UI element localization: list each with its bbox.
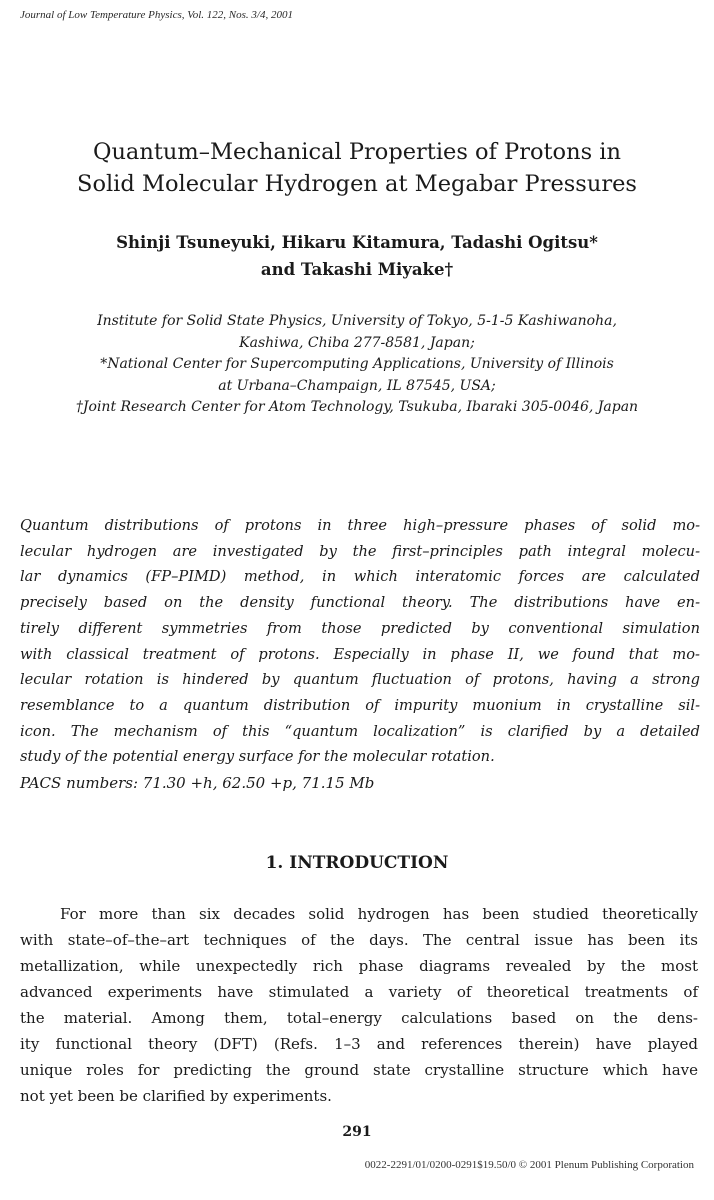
abstract-line: tirely different symmetries from those predicted by conventional simulation: [20, 619, 700, 637]
affiliation-line: Institute for Solid State Physics, University of Tokyo, 5-1-5 Kashiwanoha,: [97, 313, 617, 329]
paragraph-line: with state–of–the–art techniques of the days. The central issue has been its: [20, 931, 698, 949]
affiliation-line: at Urbana–Champaign, IL 87545, USA;: [218, 377, 496, 394]
paragraph-line: ity functional theory (DFT) (Refs. 1–3 and references therein) have played: [20, 1035, 698, 1053]
paragraph-line: For more than six decades solid hydrogen has been studied theoretically: [60, 905, 698, 923]
abstract-line: Quantum distributions of protons in three high–pressure phases of solid mo-: [20, 517, 700, 534]
abstract-line: with classical treatment of protons. Especially in phase II, we found that mo-: [20, 645, 700, 663]
abstract-line: lecular hydrogen are investigated by the first–principles path integral molecu-: [20, 542, 700, 560]
section-heading: 1. INTRODUCTION: [265, 853, 449, 873]
author-line: and Takashi Miyake†: [260, 260, 454, 279]
author-list: [0, 229, 714, 283]
affiliations: [0, 311, 714, 419]
abstract-line: study of the potential energy surface for the molecular rotation.: [20, 748, 495, 766]
paragraph-line: advanced experiments have stimulated a variety of theoretical treatments of: [20, 983, 698, 1001]
abstract-line: icon. The mechanism of this “quantum localization” is clarified by a detailed: [20, 722, 700, 740]
journal-header: Journal of Low Temperature Physics, Vol. 122, Nos. 3/4, 2001: [20, 9, 293, 21]
title-line: Solid Molecular Hydrogen at Megabar Pressures: [77, 171, 637, 197]
paper-title: [0, 136, 714, 200]
introduction-paragraph: [20, 901, 698, 1109]
paragraph-line: metallization, while unexpectedly rich phase diagrams revealed by the most: [20, 957, 698, 975]
pacs-numbers: PACS numbers: 71.30 +h, 62.50 +p, 71.15 Mb: [20, 774, 375, 792]
abstract-line: resemblance to a quantum distribution of impurity muonium in crystalline sil-: [20, 696, 700, 714]
author-line: Shinji Tsuneyuki, Hikaru Kitamura, Tadashi Ogitsu*: [116, 233, 598, 252]
affiliation-line: *National Center for Supercomputing Applications, University of Illinois: [100, 356, 614, 372]
paragraph-line: not yet been be clarified by experiments.: [20, 1087, 332, 1105]
abstract-line: lecular rotation is hindered by quantum fluctuation of protons, having a strong: [20, 671, 700, 689]
abstract-line: precisely based on the density functional theory. The distributions have en-: [20, 594, 700, 612]
affiliation-line: Kashiwa, Chiba 277-8581, Japan;: [239, 334, 475, 351]
affiliation-line: †Joint Research Center for Atom Technology, Tsukuba, Ibaraki 305-0046, Japan: [75, 399, 639, 415]
abstract: [20, 513, 700, 770]
paragraph-line: unique roles for predicting the ground state crystalline structure which have: [20, 1061, 698, 1079]
title-line: Quantum–Mechanical Properties of Protons in: [93, 139, 621, 165]
paragraph-line: the material. Among them, total–energy calculations based on the dens-: [20, 1009, 698, 1027]
page-number: 291: [342, 1124, 372, 1140]
abstract-line: lar dynamics (FP–PIMD) method, in which interatomic forces are calculated: [20, 568, 700, 586]
copyright-line: 0022-2291/01/0200-0291$19.50/0 © 2001 Plenum Publishing Corporation: [364, 1159, 694, 1171]
